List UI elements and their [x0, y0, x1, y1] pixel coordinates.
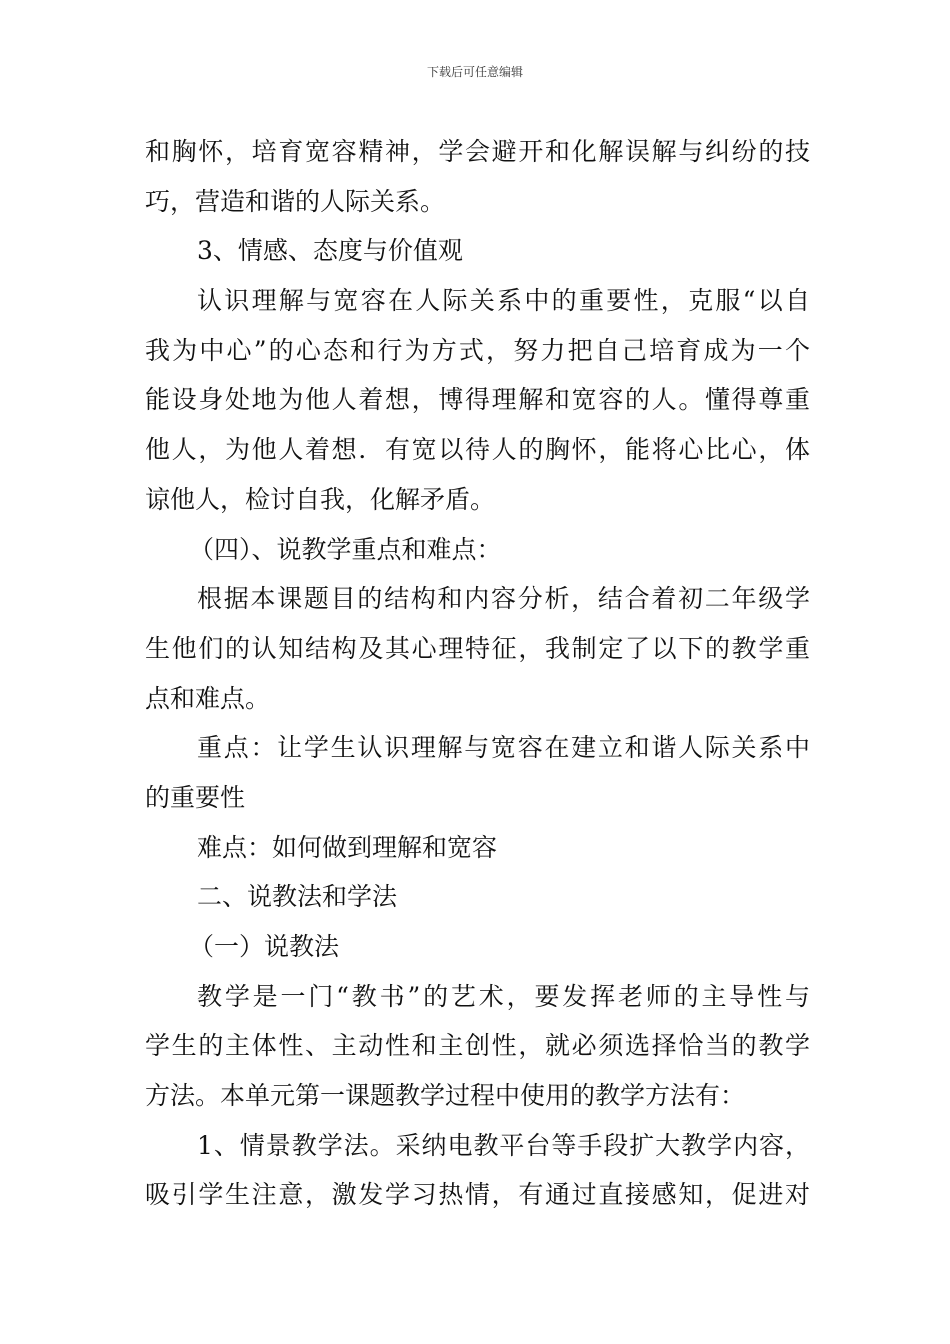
- paragraph-line: 重点：让学生认识理解与宽容在建立和谐人际关系中: [197, 733, 810, 763]
- paragraph-line: 生他们的认知结构及其心理特征，我制定了以下的教学重: [145, 633, 810, 663]
- section-heading: （四）、说教学重点和难点：: [189, 534, 502, 564]
- paragraph-line: 和胸怀，培育宽容精神，学会避开和化解误解与纠纷的技: [145, 137, 810, 166]
- document-body: [145, 127, 810, 1220]
- page-header: 下载后可任意编辑: [426, 65, 523, 79]
- paragraph-line: 学生的主体性、主动性和主创性，就必须选择恰当的教学: [145, 1031, 810, 1061]
- paragraph-line: 巧，营造和谐的人际关系。: [145, 186, 446, 216]
- section-heading: 3、情感、态度与价值观: [197, 236, 463, 266]
- paragraph-line: 能设身处地为他人着想，博得理解和宽容的人。懂得尊重: [145, 385, 810, 415]
- paragraph-line: 方法。本单元第一课题教学过程中使用的教学方法有：: [145, 1081, 746, 1111]
- paragraph-line: 难点：如何做到理解和宽容: [197, 832, 498, 862]
- paragraph-line: 根据本课题目的结构和内容分析，结合着初二年级学: [197, 584, 810, 614]
- paragraph-line: 他人，为他人着想．有宽以待人的胸怀，能将心比心，体: [145, 435, 810, 465]
- paragraph-line: 谅他人，检讨自我，化解矛盾。: [145, 484, 496, 514]
- section-heading: 二、说教法和学法: [197, 882, 398, 912]
- paragraph-line: 的重要性: [145, 782, 246, 812]
- paragraph-line: 认识理解与宽容在人际关系中的重要性，克服“以自: [197, 286, 810, 316]
- paragraph-line: 教学是一门“教书”的艺术，要发挥老师的主导性与: [197, 981, 810, 1011]
- paragraph-line: 点和难点。: [145, 683, 271, 713]
- paragraph-line: 我为中心”的心态和行为方式，努力把自己培育成为一个: [145, 335, 810, 365]
- section-heading: （一）说教法: [189, 932, 340, 961]
- paragraph-line: 吸引学生注意，激发学习热情，有通过直接感知，促进对: [145, 1180, 810, 1210]
- paragraph-line: 1、情景教学法。采纳电教平台等手段扩大教学内容，: [197, 1130, 810, 1160]
